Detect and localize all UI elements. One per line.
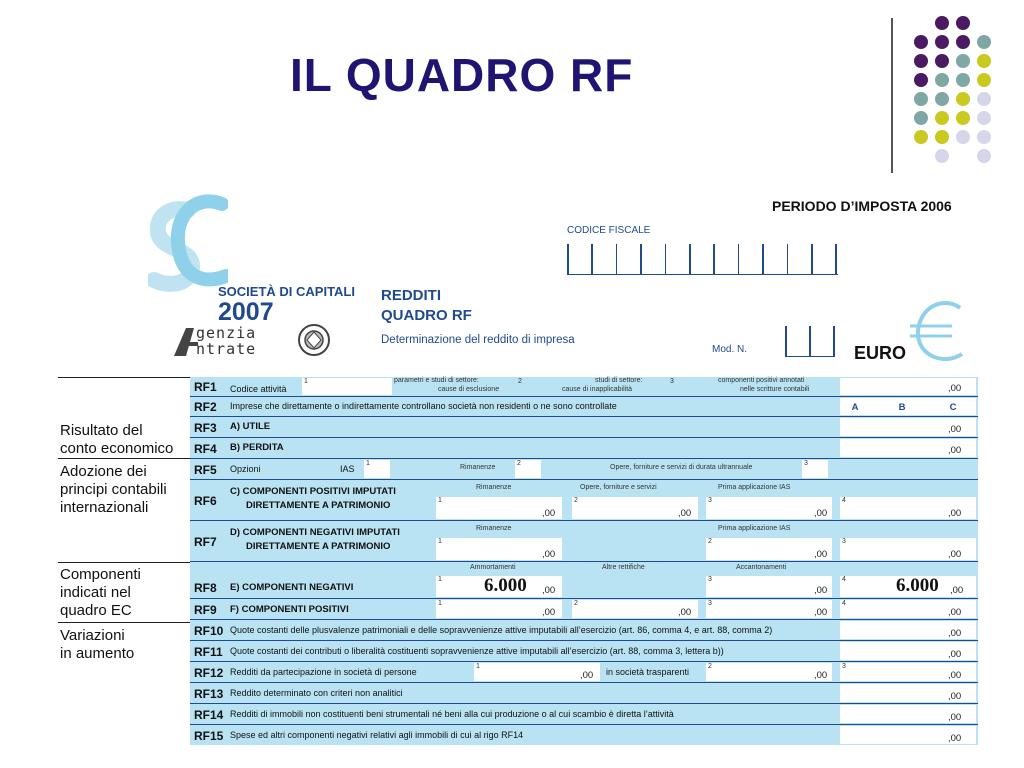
zero-cents: ,00 — [814, 607, 828, 618]
row-label: Redditi di immobili non costituenti beni strumentali né beni alla cui produzione o al cui scambio è diretta l’attività — [230, 709, 674, 719]
box-tick — [567, 244, 569, 274]
row-rf4 — [190, 438, 978, 458]
decorative-dot — [956, 73, 970, 87]
rimanenze-label: Rimanenze — [460, 464, 496, 471]
box-tick — [591, 244, 593, 274]
decorative-dot — [935, 35, 949, 49]
decorative-dot — [977, 54, 991, 68]
column-header: Accantonamenti — [736, 564, 787, 571]
row-code: RF8 — [194, 581, 217, 595]
row-rf2 — [190, 397, 978, 416]
row-rf5 — [190, 459, 978, 479]
decorative-dot — [977, 130, 991, 144]
column-header: Prima applicazione IAS — [718, 525, 791, 532]
box-tick — [616, 244, 618, 274]
section-line: principi contabili — [60, 481, 167, 498]
decorative-dot — [914, 111, 928, 125]
section-divider — [58, 562, 192, 563]
box-tick — [811, 244, 813, 274]
section-divider — [58, 458, 192, 459]
box-tick — [665, 244, 667, 274]
row-label: DIRETTAMENTE A PATRIMONIO — [246, 541, 391, 552]
box-tick — [640, 244, 642, 274]
row-label: Quote costanti delle plusvalenze patrimoniali e delle sopravvenienze attive imputabili all’esercizio (art. 86, comma 4, e art. 88, comma 2) — [230, 625, 773, 635]
section-line: quadro EC — [60, 602, 132, 619]
field-number: 2 — [574, 497, 578, 504]
agenzia-text: genzia — [196, 324, 257, 342]
row-code: RF10 — [194, 624, 224, 638]
row-code: RF15 — [194, 729, 224, 743]
slide-title: IL QUADRO RF — [290, 49, 634, 101]
form-subtitle: Determinazione del reddito di impresa — [381, 334, 575, 346]
row-code: RF6 — [194, 494, 217, 508]
row-rf11 — [190, 641, 978, 661]
box-tick — [833, 326, 835, 356]
row-label: A) UTILE — [230, 421, 271, 432]
zero-cents: ,00 — [948, 424, 962, 435]
section-variazioni — [60, 627, 134, 663]
row-code: RF13 — [194, 687, 224, 701]
decorative-dot — [914, 73, 928, 87]
field-number: 3 — [708, 497, 712, 504]
zero-cents: ,00 — [542, 585, 556, 596]
decorative-dot — [977, 35, 991, 49]
field-number: 3 — [708, 600, 712, 607]
decorative-dot — [977, 111, 991, 125]
cause-esclusione-input[interactable] — [516, 378, 566, 395]
mod-number-field[interactable] — [785, 326, 835, 357]
box-tick — [762, 244, 764, 274]
field-header: cause di esclusione — [438, 386, 500, 393]
zero-cents: ,00 — [814, 549, 828, 560]
section-line: in aumento — [60, 645, 135, 662]
decorative-dot — [956, 16, 970, 30]
redditi-heading: REDDITI — [381, 287, 441, 304]
field-number: 1 — [438, 538, 442, 545]
field-number: 2 — [708, 538, 712, 545]
quadro-rf-form — [190, 377, 978, 745]
decorative-dot — [956, 54, 970, 68]
field-number: 1 — [438, 600, 442, 607]
zero-cents: ,00 — [542, 508, 556, 519]
section-ias — [60, 463, 167, 517]
field-number: 2 — [708, 663, 712, 670]
decorative-dot — [914, 35, 928, 49]
box-tick — [809, 326, 811, 356]
row-rf8 — [190, 562, 978, 598]
field-header: parametri e studi di settore: — [394, 377, 479, 384]
company-type: SOCIETÀ DI CAPITALI — [218, 284, 355, 299]
row-code: RF1 — [194, 380, 217, 394]
row-label: Reddito determinato con criteri non analitici — [230, 688, 403, 698]
quadro-heading: QUADRO RF — [381, 307, 472, 324]
row-label: D) COMPONENTI NEGATIVI IMPUTATI — [230, 527, 400, 538]
zero-cents: ,00 — [948, 691, 962, 702]
section-divider — [58, 622, 192, 623]
decorative-dot — [935, 16, 949, 30]
decorative-dot — [956, 111, 970, 125]
zero-cents: ,00 — [580, 670, 594, 681]
field-number: 3 — [670, 378, 674, 385]
section-line: Risultato del — [60, 422, 143, 439]
section-risultato — [60, 422, 173, 458]
field-number: 4 — [842, 576, 846, 583]
zero-cents: ,00 — [948, 607, 962, 618]
row-code: RF7 — [194, 535, 217, 549]
currency-label: EURO — [854, 343, 907, 363]
zero-cents: ,00 — [948, 383, 962, 394]
section-line: Componenti — [60, 566, 141, 583]
decorative-dot — [914, 130, 928, 144]
section-line: Adozione dei — [60, 463, 147, 480]
decorative-dot — [956, 92, 970, 106]
column-header: Rimanenze — [476, 525, 512, 532]
divider-line — [891, 18, 893, 173]
zero-cents: ,00 — [948, 670, 962, 681]
zero-cents: ,00 — [948, 445, 962, 456]
zero-cents: ,00 — [948, 508, 962, 519]
codice-fiscale-field[interactable] — [567, 244, 838, 275]
column-a: A — [851, 402, 859, 413]
zero-cents: ,00 — [814, 670, 828, 681]
componenti-negativi-total: 6.000 — [896, 575, 939, 596]
row-rf10 — [190, 620, 978, 640]
row-label: Imprese che direttamente o indirettamente controllano società non residenti o ne sono controllate — [230, 401, 617, 411]
decorative-dot — [956, 130, 970, 144]
trasparenti-label: in società trasparenti — [606, 667, 690, 677]
sc-logo-icon — [148, 192, 228, 302]
zero-cents: ,00 — [948, 549, 962, 560]
opere-label: Opere, forniture e servizi di durata ultrannuale — [610, 464, 753, 471]
row-rf9 — [190, 599, 978, 619]
field-number: 1 — [438, 497, 442, 504]
decorative-dot — [914, 54, 928, 68]
box-tick — [713, 244, 715, 274]
column-header: Ammortamenti — [470, 564, 516, 571]
row-label: Quote costanti dei contributi o liberalità costituenti sopravvenienze attive imputabili all’esercizio (art. 88, comma 3, lettera b)) — [230, 646, 724, 656]
field-number: 2 — [517, 460, 521, 467]
box-tick — [787, 244, 789, 274]
decorative-dot — [935, 111, 949, 125]
row-rf1 — [190, 377, 978, 396]
section-ec — [60, 566, 141, 620]
ammortamenti-value: 6.000 — [484, 575, 527, 596]
column-b: B — [898, 402, 906, 413]
ias-label: IAS — [340, 464, 355, 474]
row-code: RF4 — [194, 442, 217, 456]
row-rf14 — [190, 704, 978, 724]
field-number: 2 — [574, 600, 578, 607]
section-line: internazionali — [60, 499, 149, 516]
decorative-dot — [956, 35, 970, 49]
form-year: 2007 — [218, 298, 274, 326]
field-number: 1 — [476, 663, 480, 670]
mod-label: Mod. N. — [712, 344, 748, 355]
decorative-dot — [977, 92, 991, 106]
column-header: Prima applicazione IAS — [718, 484, 791, 491]
section-divider — [58, 377, 192, 378]
decorative-dot — [977, 149, 991, 163]
row-label: F) COMPONENTI POSITIVI — [230, 604, 349, 615]
column-header: Rimanenze — [476, 484, 512, 491]
zero-cents: ,00 — [814, 508, 828, 519]
field-number: 4 — [842, 600, 846, 607]
decorative-dot — [914, 92, 928, 106]
zero-cents: ,00 — [678, 508, 692, 519]
decorative-dot — [935, 73, 949, 87]
column-header: Opere, forniture e servizi — [580, 484, 657, 491]
row-code: RF5 — [194, 463, 217, 477]
decorative-dot — [935, 149, 949, 163]
row-code: RF3 — [194, 421, 217, 435]
euro-symbol-icon — [908, 296, 968, 366]
box-tick — [835, 244, 837, 274]
codice-fiscale-label: CODICE FISCALE — [567, 225, 651, 236]
tax-period: PERIODO D’IMPOSTA 2006 — [772, 198, 952, 214]
codice-attivita-input[interactable] — [302, 378, 392, 395]
box-tick — [785, 326, 787, 356]
decorative-dot — [935, 130, 949, 144]
section-line: indicati nel — [60, 584, 131, 601]
row-rf13 — [190, 683, 978, 703]
row-rf6 — [190, 480, 978, 520]
row-rf12 — [190, 662, 978, 682]
cause-inapplicabilita-input[interactable] — [668, 378, 708, 395]
box-tick — [689, 244, 691, 274]
field-number: 4 — [842, 497, 846, 504]
zero-cents: ,00 — [542, 607, 556, 618]
decorative-dot — [935, 54, 949, 68]
row-label: Opzioni — [230, 464, 261, 474]
field-number: 2 — [518, 378, 522, 385]
decorative-dot — [977, 73, 991, 87]
field-header: studi di settore: — [595, 377, 643, 384]
row-label: Spese ed altri componenti negativi relativi agli immobili di cui al rigo RF14 — [230, 730, 524, 740]
row-code: RF12 — [194, 666, 224, 680]
field-number: 3 — [804, 460, 808, 467]
zero-cents: ,00 — [950, 585, 964, 596]
decorative-dot — [935, 92, 949, 106]
zero-cents: ,00 — [948, 649, 962, 660]
entrate-text: ntrate — [196, 340, 257, 358]
box-tick — [738, 244, 740, 274]
row-code: RF11 — [194, 645, 223, 659]
zero-cents: ,00 — [948, 628, 962, 639]
field-header: nelle scritture contabili — [740, 386, 810, 393]
field-number: 3 — [842, 663, 846, 670]
row-code: RF9 — [194, 603, 217, 617]
field-header: componenti positivi annotati — [718, 377, 805, 384]
field-header: cause di inapplicabilità — [562, 386, 633, 393]
zero-cents: ,00 — [948, 733, 962, 744]
field-number: 1 — [366, 460, 370, 467]
row-rf7 — [190, 521, 978, 561]
zero-cents: ,00 — [678, 607, 692, 618]
field-number: 3 — [708, 576, 712, 583]
field-number: 3 — [842, 538, 846, 545]
row-label: B) PERDITA — [230, 442, 284, 453]
row-label: E) COMPONENTI NEGATIVI — [230, 582, 354, 593]
section-line: conto economico — [60, 440, 174, 457]
row-code: RF2 — [194, 400, 217, 414]
zero-cents: ,00 — [542, 549, 556, 560]
section-line: Variazioni — [60, 627, 125, 644]
row-rf3 — [190, 417, 978, 437]
row-label: Codice attività — [230, 384, 287, 394]
zero-cents: ,00 — [814, 585, 828, 596]
row-label: Redditi da partecipazione in società di persone — [230, 667, 417, 677]
row-rf15 — [190, 725, 978, 745]
field-number: 1 — [438, 576, 442, 583]
column-c: C — [949, 402, 957, 413]
column-header: Altre rettifiche — [602, 564, 645, 571]
zero-cents: ,00 — [948, 712, 962, 723]
field-number: 1 — [304, 378, 308, 385]
row-label: DIRETTAMENTE A PATRIMONIO — [246, 500, 391, 511]
row-label: C) COMPONENTI POSITIVI IMPUTATI — [230, 486, 396, 497]
row-code: RF14 — [194, 708, 224, 722]
